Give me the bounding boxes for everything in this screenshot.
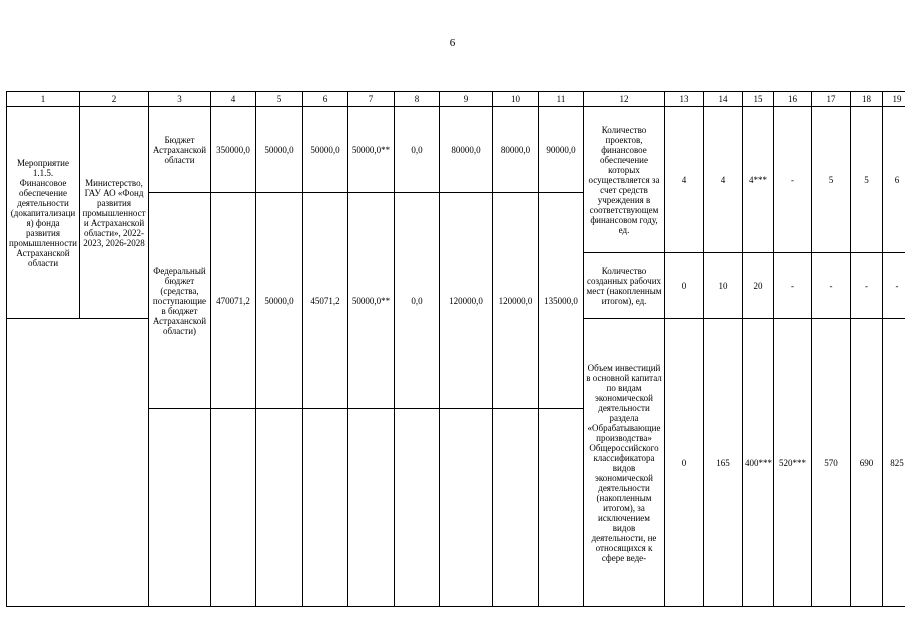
funding-value: 50000,0 — [303, 107, 348, 193]
funding-value: 80000,0 — [493, 107, 539, 193]
indicator-value: 165 — [704, 319, 743, 607]
indicator-name: Количество созданных рабочих мест (накопленным итогом), ед. — [584, 253, 665, 319]
indicator-value: 4 — [665, 107, 704, 253]
indicator-value: - — [774, 107, 812, 253]
indicator-value: - — [812, 253, 851, 319]
column-number: 14 — [704, 92, 743, 107]
funding-value: 120000,0 — [440, 193, 493, 409]
empty-cell — [440, 409, 493, 607]
column-number: 3 — [149, 92, 211, 107]
indicator-value: 5 — [812, 107, 851, 253]
table-row — [7, 107, 905, 193]
indicator-value: - — [774, 253, 812, 319]
column-number: 10 — [493, 92, 539, 107]
indicator-name: Объем инвестиций в основной капитал по видам экономической деятельности раздела «Обрабатывающие производства» Общероссийского классификатора видов экономической деятельности (накопленным итогом), за исключением видов деятельности, не относящихся к сфере веде- — [584, 319, 665, 607]
column-number: 1 — [7, 92, 80, 107]
funding-source-cell: Бюджет Астраханской области — [149, 107, 211, 193]
column-number: 19 — [883, 92, 905, 107]
funding-value: 350000,0 — [211, 107, 256, 193]
empty-cell — [395, 409, 440, 607]
column-number: 9 — [440, 92, 493, 107]
empty-cell — [303, 409, 348, 607]
indicator-value: 20 — [743, 253, 774, 319]
column-number: 15 — [743, 92, 774, 107]
column-number: 18 — [851, 92, 883, 107]
column-number: 12 — [584, 92, 665, 107]
executor-cell: Министерство, ГАУ АО «Фонд развития промышленности Астраханской области», 2022-2023, 2026-2028 — [80, 107, 149, 319]
column-number: 17 — [812, 92, 851, 107]
empty-cell — [348, 409, 395, 607]
column-number: 2 — [80, 92, 149, 107]
indicator-value: 5 — [851, 107, 883, 253]
column-number: 11 — [539, 92, 584, 107]
indicator-value: 570 — [812, 319, 851, 607]
indicator-value: 4 — [704, 107, 743, 253]
funding-value: 50000,0** — [348, 107, 395, 193]
indicator-value: - — [851, 253, 883, 319]
empty-cell — [7, 319, 149, 607]
indicator-value: 825 — [883, 319, 905, 607]
indicator-value: 690 — [851, 319, 883, 607]
indicator-value: 0 — [665, 319, 704, 607]
indicator-value: 4*** — [743, 107, 774, 253]
funding-source-cell: Федеральный бюджет (средства, поступающие в бюджет Астраханской области) — [149, 193, 211, 409]
program-table — [6, 91, 905, 607]
column-number: 4 — [211, 92, 256, 107]
indicator-value: 6 — [883, 107, 905, 253]
funding-value: 90000,0 — [539, 107, 584, 193]
empty-cell — [256, 409, 303, 607]
indicator-value: 400*** — [743, 319, 774, 607]
funding-value: 50000,0 — [256, 107, 303, 193]
activity-cell: Мероприятие 1.1.5. Финансовое обеспечение деятельности (докапитализация) фонда развития промышленности Астраханской области — [7, 107, 80, 319]
empty-cell — [493, 409, 539, 607]
funding-value: 45071,2 — [303, 193, 348, 409]
empty-cell — [149, 409, 211, 607]
funding-value: 0,0 — [395, 193, 440, 409]
indicator-value: 10 — [704, 253, 743, 319]
funding-value: 120000,0 — [493, 193, 539, 409]
empty-cell — [211, 409, 256, 607]
column-number-row — [7, 92, 905, 107]
indicator-value: 520*** — [774, 319, 812, 607]
column-number: 16 — [774, 92, 812, 107]
funding-value: 135000,0 — [539, 193, 584, 409]
empty-cell — [539, 409, 584, 607]
indicator-name: Количество проектов, финансовое обеспечение которых осуществляется за счет средств учреждения в соответствующем финансовом году, ед. — [584, 107, 665, 253]
indicator-value: - — [883, 253, 905, 319]
column-number: 7 — [348, 92, 395, 107]
page-number: 6 — [449, 37, 456, 49]
column-number: 5 — [256, 92, 303, 107]
funding-value: 470071,2 — [211, 193, 256, 409]
column-number: 13 — [665, 92, 704, 107]
column-number: 8 — [395, 92, 440, 107]
funding-value: 80000,0 — [440, 107, 493, 193]
column-number: 6 — [303, 92, 348, 107]
indicator-value: 0 — [665, 253, 704, 319]
funding-value: 0,0 — [395, 107, 440, 193]
funding-value: 50000,0 — [256, 193, 303, 409]
funding-value: 50000,0** — [348, 193, 395, 409]
